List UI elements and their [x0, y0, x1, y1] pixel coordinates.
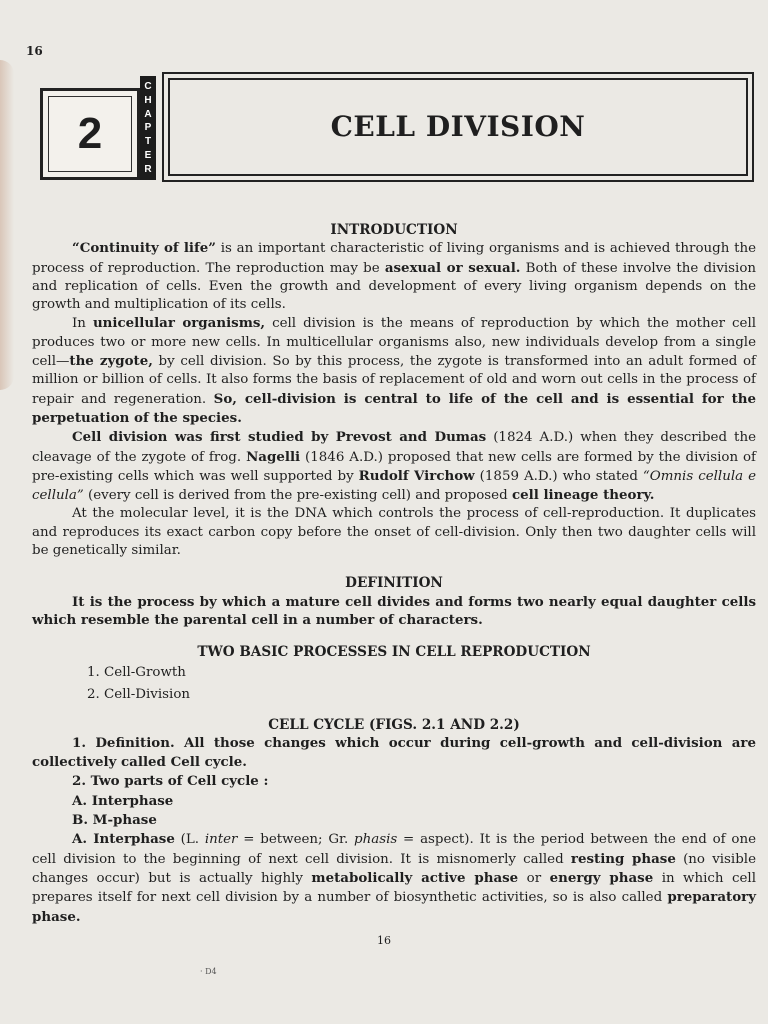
- page-number-bottom: 16: [377, 934, 391, 947]
- chapter-letter: C: [144, 81, 152, 93]
- definition-text: It is the process by which a mature cell divides and forms two nearly equal daughter cells which resemble the parental cell in a number of characters.: [32, 593, 756, 628]
- chapter-title: CELL DIVISION: [330, 110, 586, 143]
- definition-heading: DEFINITION: [345, 575, 443, 592]
- chapter-title-box: [162, 72, 754, 182]
- intro-paragraph-1: “Continuity of life” is an important characteristic of living organisms and is achieved through the process of reproduction. The reproduction may be asexual or sexual. Both of these involve the division and replication of cells. Even the growth and development of every living organism depends on the growth and multiplication of its cells.: [32, 240, 757, 313]
- chapter-number-box: [40, 88, 140, 180]
- chapter-label-strip: [140, 76, 156, 180]
- chapter-letter: E: [144, 149, 152, 161]
- page-number-top: 16: [26, 44, 43, 58]
- page-body: [32, 221, 756, 927]
- chapter-letter: T: [144, 136, 152, 148]
- two-processes-heading: TWO BASIC PROCESSES IN CELL REPRODUCTION: [197, 644, 591, 661]
- chapter-header: [28, 70, 756, 198]
- intro-paragraph-4: At the molecular level, it is the DNA which controls the process of cell-reproduction. It duplicates and reproduces its exact carbon copy before the onset of cell-division. Only then two daughter cells will be genetically similar.: [32, 506, 756, 559]
- chapter-letter: H: [144, 95, 152, 107]
- cell-cycle-definition: 1. Definition. All those changes which occur during cell-growth and cell-division are collectively called Cell cycle.: [32, 734, 756, 771]
- footer-mark: · D4: [200, 967, 217, 976]
- intro-paragraph-2: In unicellular organisms, cell division is the means of reproduction by which the mother cell produces two or more new cells. In multicellular organisms also, new individuals develop from a single cell—the zygote, by cell division. So by this process, the zygote is transformed into an adult formed of million or billion of cells. It also forms the basis of replacement of old and worn out cells in the process of repair and regeneration. So, cell-division is central to life of the cell and is essential for the perpetuation of the species.: [32, 315, 757, 426]
- chapter-letter: P: [144, 122, 152, 134]
- page-edge-shadow: [0, 60, 14, 390]
- intro-paragraph-3: Cell division was first studied by Prevost and Dumas (1824 A.D.) when they described the cleavage of the zygote of frog. Nagelli (1846 A.D.) proposed that new cells are formed by the division of pre-existing cells which was well supported by Rudolf Virchow (1859 A.D.) who stated “Omnis cellula e cellula” (every cell is derived from the pre-existing cell) and proposed cell lineage theory.: [32, 429, 757, 504]
- cell-cycle-part-b: B. M-phase: [72, 812, 157, 829]
- cell-cycle-part-a: A. Interphase: [72, 792, 174, 809]
- process-item: 1. Cell-Growth: [87, 664, 186, 680]
- process-item: 2. Cell-Division: [87, 686, 190, 702]
- chapter-letter: A: [144, 108, 152, 120]
- chapter-letter: R: [144, 163, 152, 175]
- cell-cycle-parts-label: 2. Two parts of Cell cycle :: [72, 773, 269, 790]
- interphase-paragraph: A. Interphase (L. inter = between; Gr. phasis = aspect). It is the period between the end of one cell division to the beginning of next cell division. It is misnomerly called resting phase (no visible changes occur) but is actually highly metabolically active phase or energy phase in which cell prepares itself for next cell division by a number of biosynthetic activities, so is also called preparatory phase.: [32, 831, 756, 925]
- cell-cycle-heading: CELL CYCLE (FIGS. 2.1 AND 2.2): [268, 716, 520, 733]
- introduction-heading: INTRODUCTION: [330, 222, 458, 238]
- chapter-number: 2: [77, 109, 103, 158]
